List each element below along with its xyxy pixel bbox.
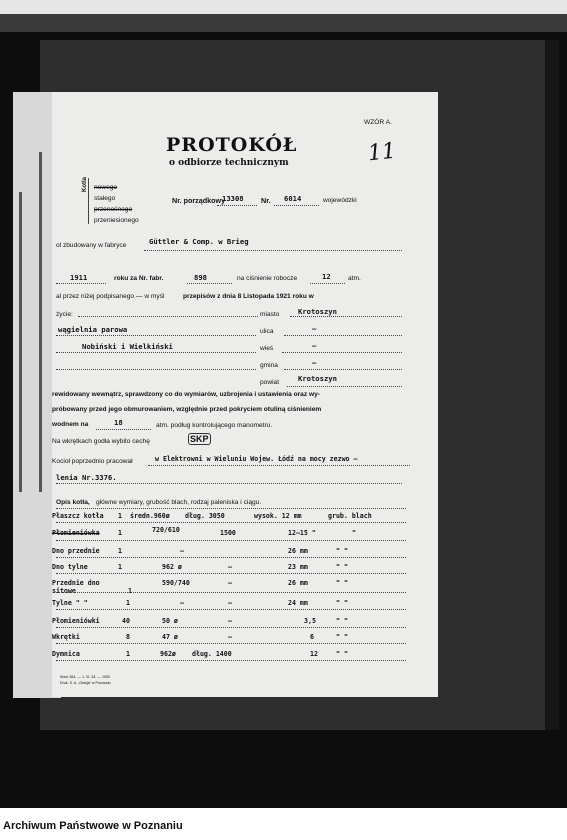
commune-value: – — [312, 358, 317, 367]
flap-fold-line — [39, 152, 42, 492]
scan-top-edge — [0, 0, 567, 14]
document-title: PROTOKÓŁ — [166, 134, 298, 156]
voivodeship-label: wojewódzki — [323, 197, 357, 204]
handwritten-number: 11 — [366, 138, 398, 167]
seq-number-value: 13308 — [222, 194, 244, 203]
spec-len: – — [228, 563, 232, 571]
spec-note: " " — [336, 650, 348, 658]
spec-name: Płomieniówki — [52, 617, 100, 625]
life-label: życie: — [56, 311, 73, 318]
spec-len: – — [228, 579, 232, 587]
nr-value: 6014 — [284, 194, 302, 203]
district-label: powiat — [260, 379, 280, 386]
spec-dim: 962 ø — [162, 563, 182, 571]
inspected-by-label: al przez niżej podpisanego — w myśl — [56, 293, 165, 300]
street-value: – — [312, 324, 317, 333]
spec-len: 1500 — [220, 529, 236, 537]
spec-note: " " — [336, 547, 348, 555]
form-type-label: WZÓR A. — [364, 119, 392, 126]
scan-top-bar — [0, 14, 567, 32]
manometer-text: atm. podług kontrolującego manometru. — [156, 422, 273, 429]
spec-note: grub. blach — [328, 512, 372, 520]
owner-name-value: Nobiński i Wielkiński — [82, 342, 173, 351]
spec-note: " — [352, 529, 356, 537]
spec-qty: 1 — [126, 650, 130, 658]
spec-name: Dymnica — [52, 650, 80, 658]
right-shadow — [545, 40, 559, 730]
kotla-brace — [88, 178, 90, 224]
spec-dim: 50 ø — [162, 617, 178, 625]
spec-note: " " — [336, 579, 348, 587]
spec-len: – — [228, 617, 232, 625]
spec-dim: 47 ø — [162, 633, 178, 641]
printer-note-1: Wzór 364. — 1. XI. 34. — 1000 — [60, 675, 110, 679]
previous-operation-value-cont: lenia Nr.3376. — [56, 473, 117, 482]
spec-thick: 6 — [310, 633, 314, 641]
spec-dim: średn.960ø — [130, 512, 170, 520]
spec-qty: 1 — [118, 547, 122, 555]
spec-thick: 23 mm — [288, 563, 308, 571]
spec-len: dług. 3050 — [185, 512, 225, 520]
kotla-option-moved: przeniesionego — [94, 217, 139, 224]
year-value: 1911 — [70, 273, 88, 282]
stamp-mark-label: Na wkrętkach godła wybito cechę — [52, 438, 150, 445]
spec-len: dług. 1400 — [192, 650, 232, 658]
atm-unit: atm. — [348, 275, 361, 282]
spec-qty: 1 — [118, 512, 122, 520]
spec-name: Wkrętki — [52, 633, 80, 641]
spec-qty: 40 — [122, 617, 130, 625]
city-label: miasto — [260, 311, 280, 318]
spec-thick: 12–15 " — [288, 529, 316, 537]
skp-stamp-mark: SKP — [190, 434, 209, 444]
spec-note: " " — [336, 633, 348, 641]
spec-thick: wysok. 12 mm — [254, 512, 302, 520]
built-label: ol zbudowany w fabryce — [56, 242, 127, 249]
spec-qty: 1 — [118, 529, 122, 537]
spec-thick: 26 mm — [288, 547, 308, 555]
spec-dim: 590/740 — [162, 579, 190, 587]
protocol-document — [52, 92, 438, 697]
previous-operation-value: w Elektrowni w Wieluniu Wojew. Łódź na mocy zezwo – — [155, 455, 358, 463]
printer-note-2: Druk. S. A. „Ostoja” w Poznaniu — [60, 681, 111, 685]
nr-label: Nr. — [261, 196, 271, 205]
description-label: Opis kotła, — [56, 499, 90, 506]
spec-thick: 12 — [310, 650, 318, 658]
spec-thick: 26 mm — [288, 579, 308, 587]
commune-label: gmina — [260, 362, 278, 369]
village-label: wieś — [260, 345, 274, 352]
spec-qty: 1 — [128, 587, 132, 595]
inspection-text-line1: rewidowany wewnątrz, sprawdzony co do wymiarów, uzbrojenia i ustawienia oraz wy- — [52, 391, 320, 398]
spec-len: – — [228, 633, 232, 641]
spec-thick: 24 mm — [288, 599, 308, 607]
water-test-label: wodnem na — [52, 421, 89, 428]
kotla-vertical-label: Kotla — [82, 177, 88, 192]
spec-dim: – — [180, 599, 184, 607]
description-hint: główne wymiary, grubość blach, rodzaj paleniska i ciągu. — [96, 499, 262, 506]
pressure-label: na ciśnienie robocze — [237, 275, 298, 282]
spec-name: Dno tylne — [52, 563, 88, 571]
kotla-option-fixed: stałego — [94, 195, 116, 202]
spec-name: Przednie dno sitowe — [52, 579, 100, 595]
inspection-text-line2: próbowany przed jego obmurowaniem, względnie przed pokryciem otuliną ciśnieniem — [52, 406, 322, 413]
spec-qty: 1 — [126, 599, 130, 607]
regulation-text: przepisów z dnia 8 Listopada 1921 roku w — [183, 293, 314, 300]
seq-number-label: Nr. porządkowy — [172, 196, 226, 205]
district-value: Krotoszyn — [298, 374, 337, 383]
spec-len: — — [228, 599, 232, 607]
kotla-option-portable: przenośnego — [94, 206, 133, 213]
spec-name: Płaszcz kotła — [52, 512, 104, 520]
kotla-option-new: nowego — [94, 184, 118, 191]
spec-name: Dno przednie — [52, 547, 100, 555]
factory-number-value: 898 — [194, 273, 207, 282]
street-label: ulica — [260, 328, 274, 335]
year-label: roku za Nr. fabr. — [114, 275, 164, 282]
water-test-value: 18 — [114, 418, 123, 427]
archive-caption: Archiwum Państwowe w Poznaniu — [3, 820, 183, 832]
spec-note: " " — [336, 599, 348, 607]
spec-thick: 3,5 — [304, 617, 316, 625]
previous-operation-label: Kocioł poprzednio pracował — [52, 458, 133, 465]
builder-value: Güttler & Comp. w Brieg — [149, 237, 249, 246]
city-value: Krotoszyn — [298, 307, 337, 316]
spec-qty: 1 — [118, 563, 122, 571]
spec-qty: 8 — [126, 633, 130, 641]
spec-name: Tylne " " — [52, 599, 88, 607]
document-subtitle: o odbiorze technicznym — [169, 158, 289, 168]
pressure-value: 12 — [322, 272, 331, 281]
spec-name: Płomieniówka — [52, 529, 100, 537]
village-value: – — [312, 341, 317, 350]
owner-type-value: wągielnia parowa — [58, 325, 128, 334]
spec-dim: – — [180, 547, 184, 555]
spec-note: " " — [336, 563, 348, 571]
spec-dim: 720/610 — [152, 526, 180, 534]
spec-note: " " — [336, 617, 348, 625]
archive-caption-bar — [0, 808, 567, 840]
flap-fold-line — [19, 192, 22, 492]
spec-dim: 962ø — [160, 650, 176, 658]
